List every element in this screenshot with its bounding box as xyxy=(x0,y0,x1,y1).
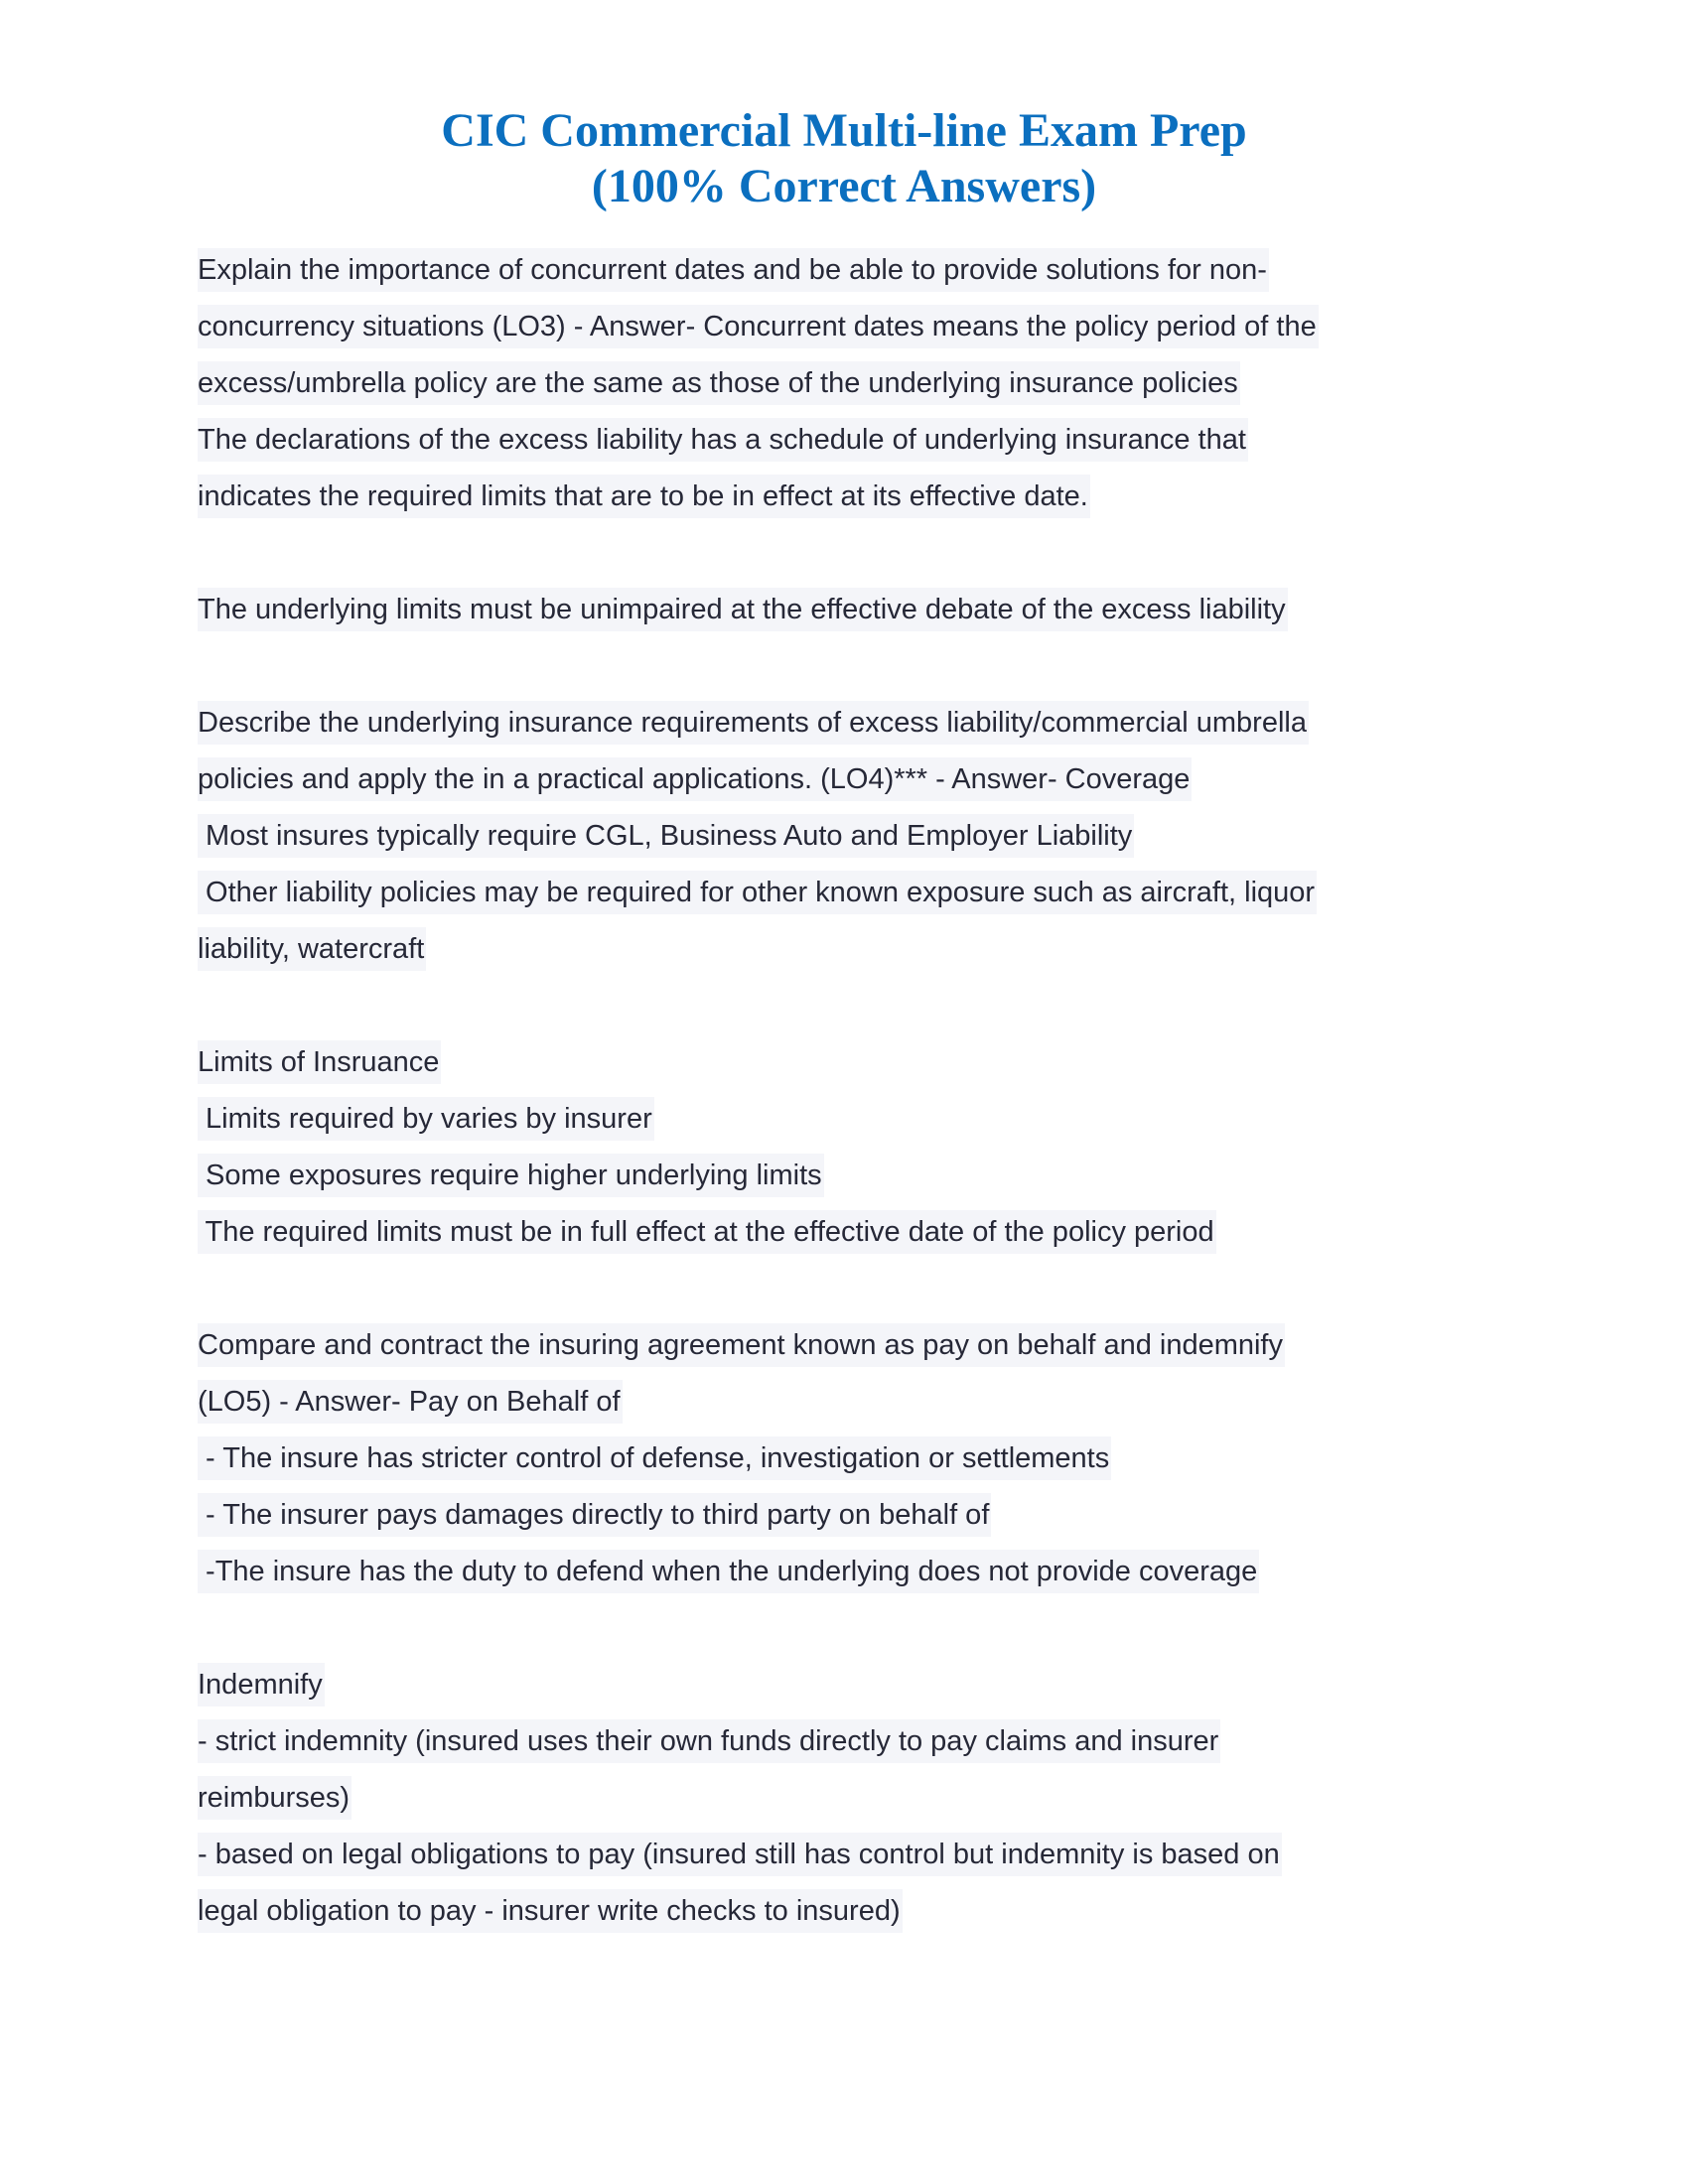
blank-line xyxy=(198,637,1508,694)
text-line xyxy=(198,1882,1508,1939)
text-line xyxy=(198,1316,1508,1373)
text-line xyxy=(198,1430,1508,1486)
document-body xyxy=(198,241,1508,1939)
text-line-content: reimburses) xyxy=(198,1776,352,1820)
blank-line xyxy=(198,977,1508,1033)
text-line-content: Indemnify xyxy=(198,1663,325,1706)
text-line xyxy=(198,1033,1508,1090)
text-line xyxy=(198,354,1508,411)
text-line xyxy=(198,1769,1508,1826)
text-line xyxy=(198,1147,1508,1203)
text-line-content: Other liability policies may be required for other known exposure such as aircraft, liquor xyxy=(198,871,1317,914)
text-line-content: concurrency situations (LO3) - Answer- Concurrent dates means the policy period of the xyxy=(198,305,1319,348)
text-line xyxy=(198,241,1508,298)
blank-line xyxy=(198,1599,1508,1656)
text-line-content: Explain the importance of concurrent dates and be able to provide solutions for non- xyxy=(198,248,1269,292)
document-title-line-1: CIC Commercial Multi-line Exam Prep xyxy=(441,104,1247,157)
text-line xyxy=(198,1090,1508,1147)
text-line-content: Compare and contract the insuring agreement known as pay on behalf and indemnify xyxy=(198,1323,1285,1367)
text-line-content: (LO5) - Answer- Pay on Behalf of xyxy=(198,1380,623,1424)
text-line-content: The declarations of the excess liability has a schedule of underlying insurance that xyxy=(198,418,1248,462)
text-line-content: The underlying limits must be unimpaired at the effective debate of the excess liability xyxy=(198,588,1288,631)
text-line-content: -The insure has the duty to defend when the underlying does not provide coverage xyxy=(198,1550,1259,1593)
text-line-content: Most insures typically require CGL, Business Auto and Employer Liability xyxy=(198,814,1134,858)
text-line xyxy=(198,581,1508,637)
text-line-content: - based on legal obligations to pay (insured still has control but indemnity is based on xyxy=(198,1833,1282,1876)
text-line-content: Describe the underlying insurance requirements of excess liability/commercial umbrella xyxy=(198,701,1309,745)
text-line xyxy=(198,1373,1508,1430)
text-line xyxy=(198,751,1508,807)
text-line xyxy=(198,298,1508,354)
text-line-content: policies and apply the in a practical applications. (LO4)*** - Answer- Coverage xyxy=(198,757,1192,801)
text-line xyxy=(198,1543,1508,1599)
text-line-content: Limits required by varies by insurer xyxy=(198,1097,654,1141)
blank-line xyxy=(198,524,1508,581)
text-line-content: Limits of Insruance xyxy=(198,1040,441,1084)
text-line-content: liability, watercraft xyxy=(198,927,426,971)
text-line xyxy=(198,807,1508,864)
text-line-content: excess/umbrella policy are the same as those of the underlying insurance policies xyxy=(198,361,1240,405)
text-line xyxy=(198,468,1508,524)
text-line xyxy=(198,694,1508,751)
text-line-content: legal obligation to pay - insurer write checks to insured) xyxy=(198,1889,903,1933)
text-line xyxy=(198,920,1508,977)
text-line-content: - The insurer pays damages directly to third party on behalf of xyxy=(198,1493,991,1537)
text-line-content: Some exposures require higher underlying limits xyxy=(198,1154,824,1197)
text-line-content: The required limits must be in full effect at the effective date of the policy period xyxy=(198,1210,1216,1254)
text-line xyxy=(198,411,1508,468)
text-line-content: indicates the required limits that are to be in effect at its effective date. xyxy=(198,475,1090,518)
blank-line xyxy=(198,1260,1508,1316)
text-line xyxy=(198,864,1508,920)
text-line xyxy=(198,1486,1508,1543)
text-line xyxy=(198,1712,1508,1769)
text-line xyxy=(198,1203,1508,1260)
text-line-content: - The insure has stricter control of defense, investigation or settlements xyxy=(198,1436,1111,1480)
text-line xyxy=(198,1656,1508,1712)
document-title-line-2: (100% Correct Answers) xyxy=(591,160,1097,212)
text-line xyxy=(198,1826,1508,1882)
text-line-content: - strict indemnity (insured uses their own funds directly to pay claims and insurer xyxy=(198,1719,1220,1763)
